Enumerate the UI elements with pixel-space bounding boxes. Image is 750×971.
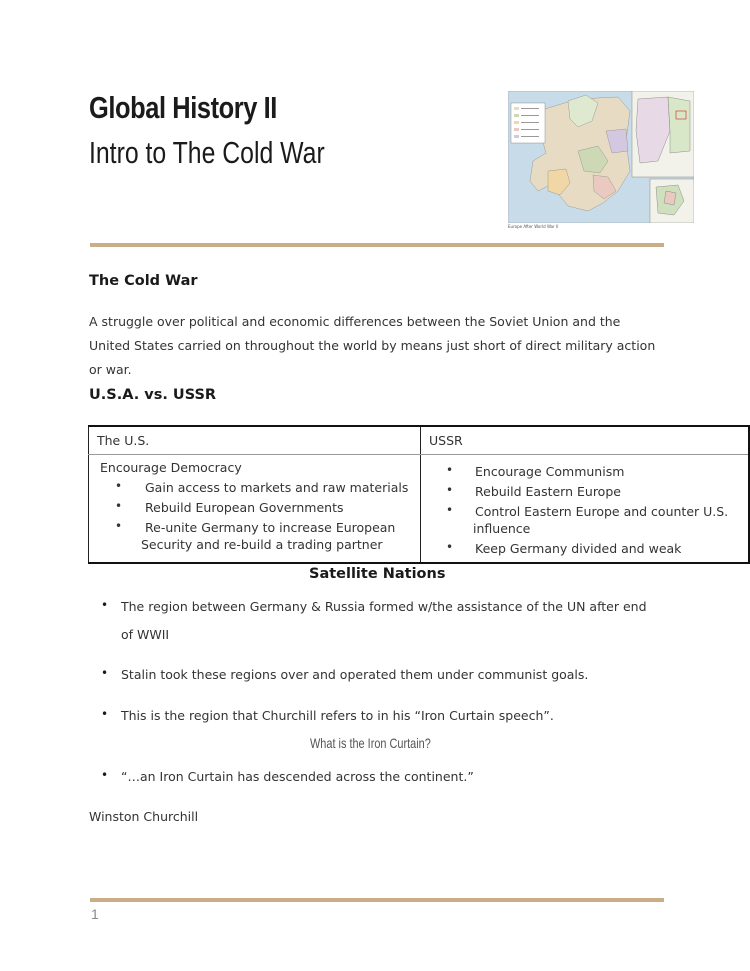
ussr-goal-item: Rebuild Eastern Europe bbox=[475, 484, 621, 499]
us-goals-cell bbox=[89, 455, 421, 564]
europe-map-image bbox=[508, 91, 694, 223]
ussr-goals-cell bbox=[421, 455, 750, 564]
us-goal-item: Re-unite Germany to increase European bbox=[145, 520, 396, 535]
table-header-ussr: USSR bbox=[421, 426, 750, 455]
us-goal-item-cont: Security and re-build a trading partner bbox=[141, 537, 383, 552]
satellite-bullet: The region between Germany & Russia formed w/the assistance of the UN after end bbox=[121, 599, 647, 614]
map-caption: Europe After World War II bbox=[508, 224, 559, 229]
bullet-icon: • bbox=[446, 463, 454, 477]
satellite-bullet: Stalin took these regions over and operated them under communist goals. bbox=[121, 667, 589, 682]
bullet-icon: • bbox=[446, 503, 454, 517]
header-divider bbox=[90, 243, 664, 247]
section-heading-usa-vs-ussr: U.S.A. vs. USSR bbox=[89, 387, 217, 403]
page-number: 1 bbox=[91, 906, 99, 922]
footer-divider bbox=[90, 898, 664, 902]
bullet-icon: • bbox=[101, 768, 109, 782]
bullet-icon: • bbox=[101, 598, 109, 612]
definition-line: United States carried on throughout the world by means just short of direct military action bbox=[89, 338, 656, 353]
us-lead: Encourage Democracy bbox=[100, 460, 242, 475]
comparison-table bbox=[88, 425, 750, 564]
satellite-bullet: This is the region that Churchill refers to in his “Iron Curtain speech”. bbox=[121, 708, 554, 723]
definition-line: or war. bbox=[89, 362, 132, 377]
section-heading-satellite-nations: Satellite Nations bbox=[309, 566, 446, 582]
ussr-goal-item: Keep Germany divided and weak bbox=[475, 541, 682, 556]
document-title: Global History II bbox=[89, 90, 277, 125]
table-header-us: The U.S. bbox=[89, 426, 421, 455]
bullet-icon: • bbox=[115, 519, 123, 533]
bullet-icon: • bbox=[101, 666, 109, 680]
ussr-goal-item: Control Eastern Europe and counter U.S. bbox=[475, 504, 729, 519]
bullet-icon: • bbox=[115, 479, 123, 493]
bullet-icon: • bbox=[446, 483, 454, 497]
cold-war-definition bbox=[89, 310, 689, 382]
bullet-icon: • bbox=[101, 707, 109, 721]
ussr-goal-item-cont: influence bbox=[473, 521, 531, 536]
bullet-icon: • bbox=[115, 499, 123, 513]
churchill-quote: “…an Iron Curtain has descended across the continent.” bbox=[121, 769, 474, 784]
quote-attribution: Winston Churchill bbox=[89, 809, 199, 824]
satellite-bullet-cont: of WWII bbox=[121, 627, 170, 642]
bullet-icon: • bbox=[446, 540, 454, 554]
iron-curtain-question: What is the Iron Curtain? bbox=[310, 735, 431, 751]
us-goal-item: Rebuild European Governments bbox=[145, 500, 344, 515]
document-subtitle: Intro to The Cold War bbox=[89, 135, 325, 170]
us-goal-item: Gain access to markets and raw materials bbox=[145, 480, 409, 495]
definition-line: A struggle over political and economic differences between the Soviet Union and the bbox=[89, 314, 621, 329]
section-heading-cold-war: The Cold War bbox=[89, 273, 198, 289]
ussr-goal-item: Encourage Communism bbox=[475, 464, 625, 479]
